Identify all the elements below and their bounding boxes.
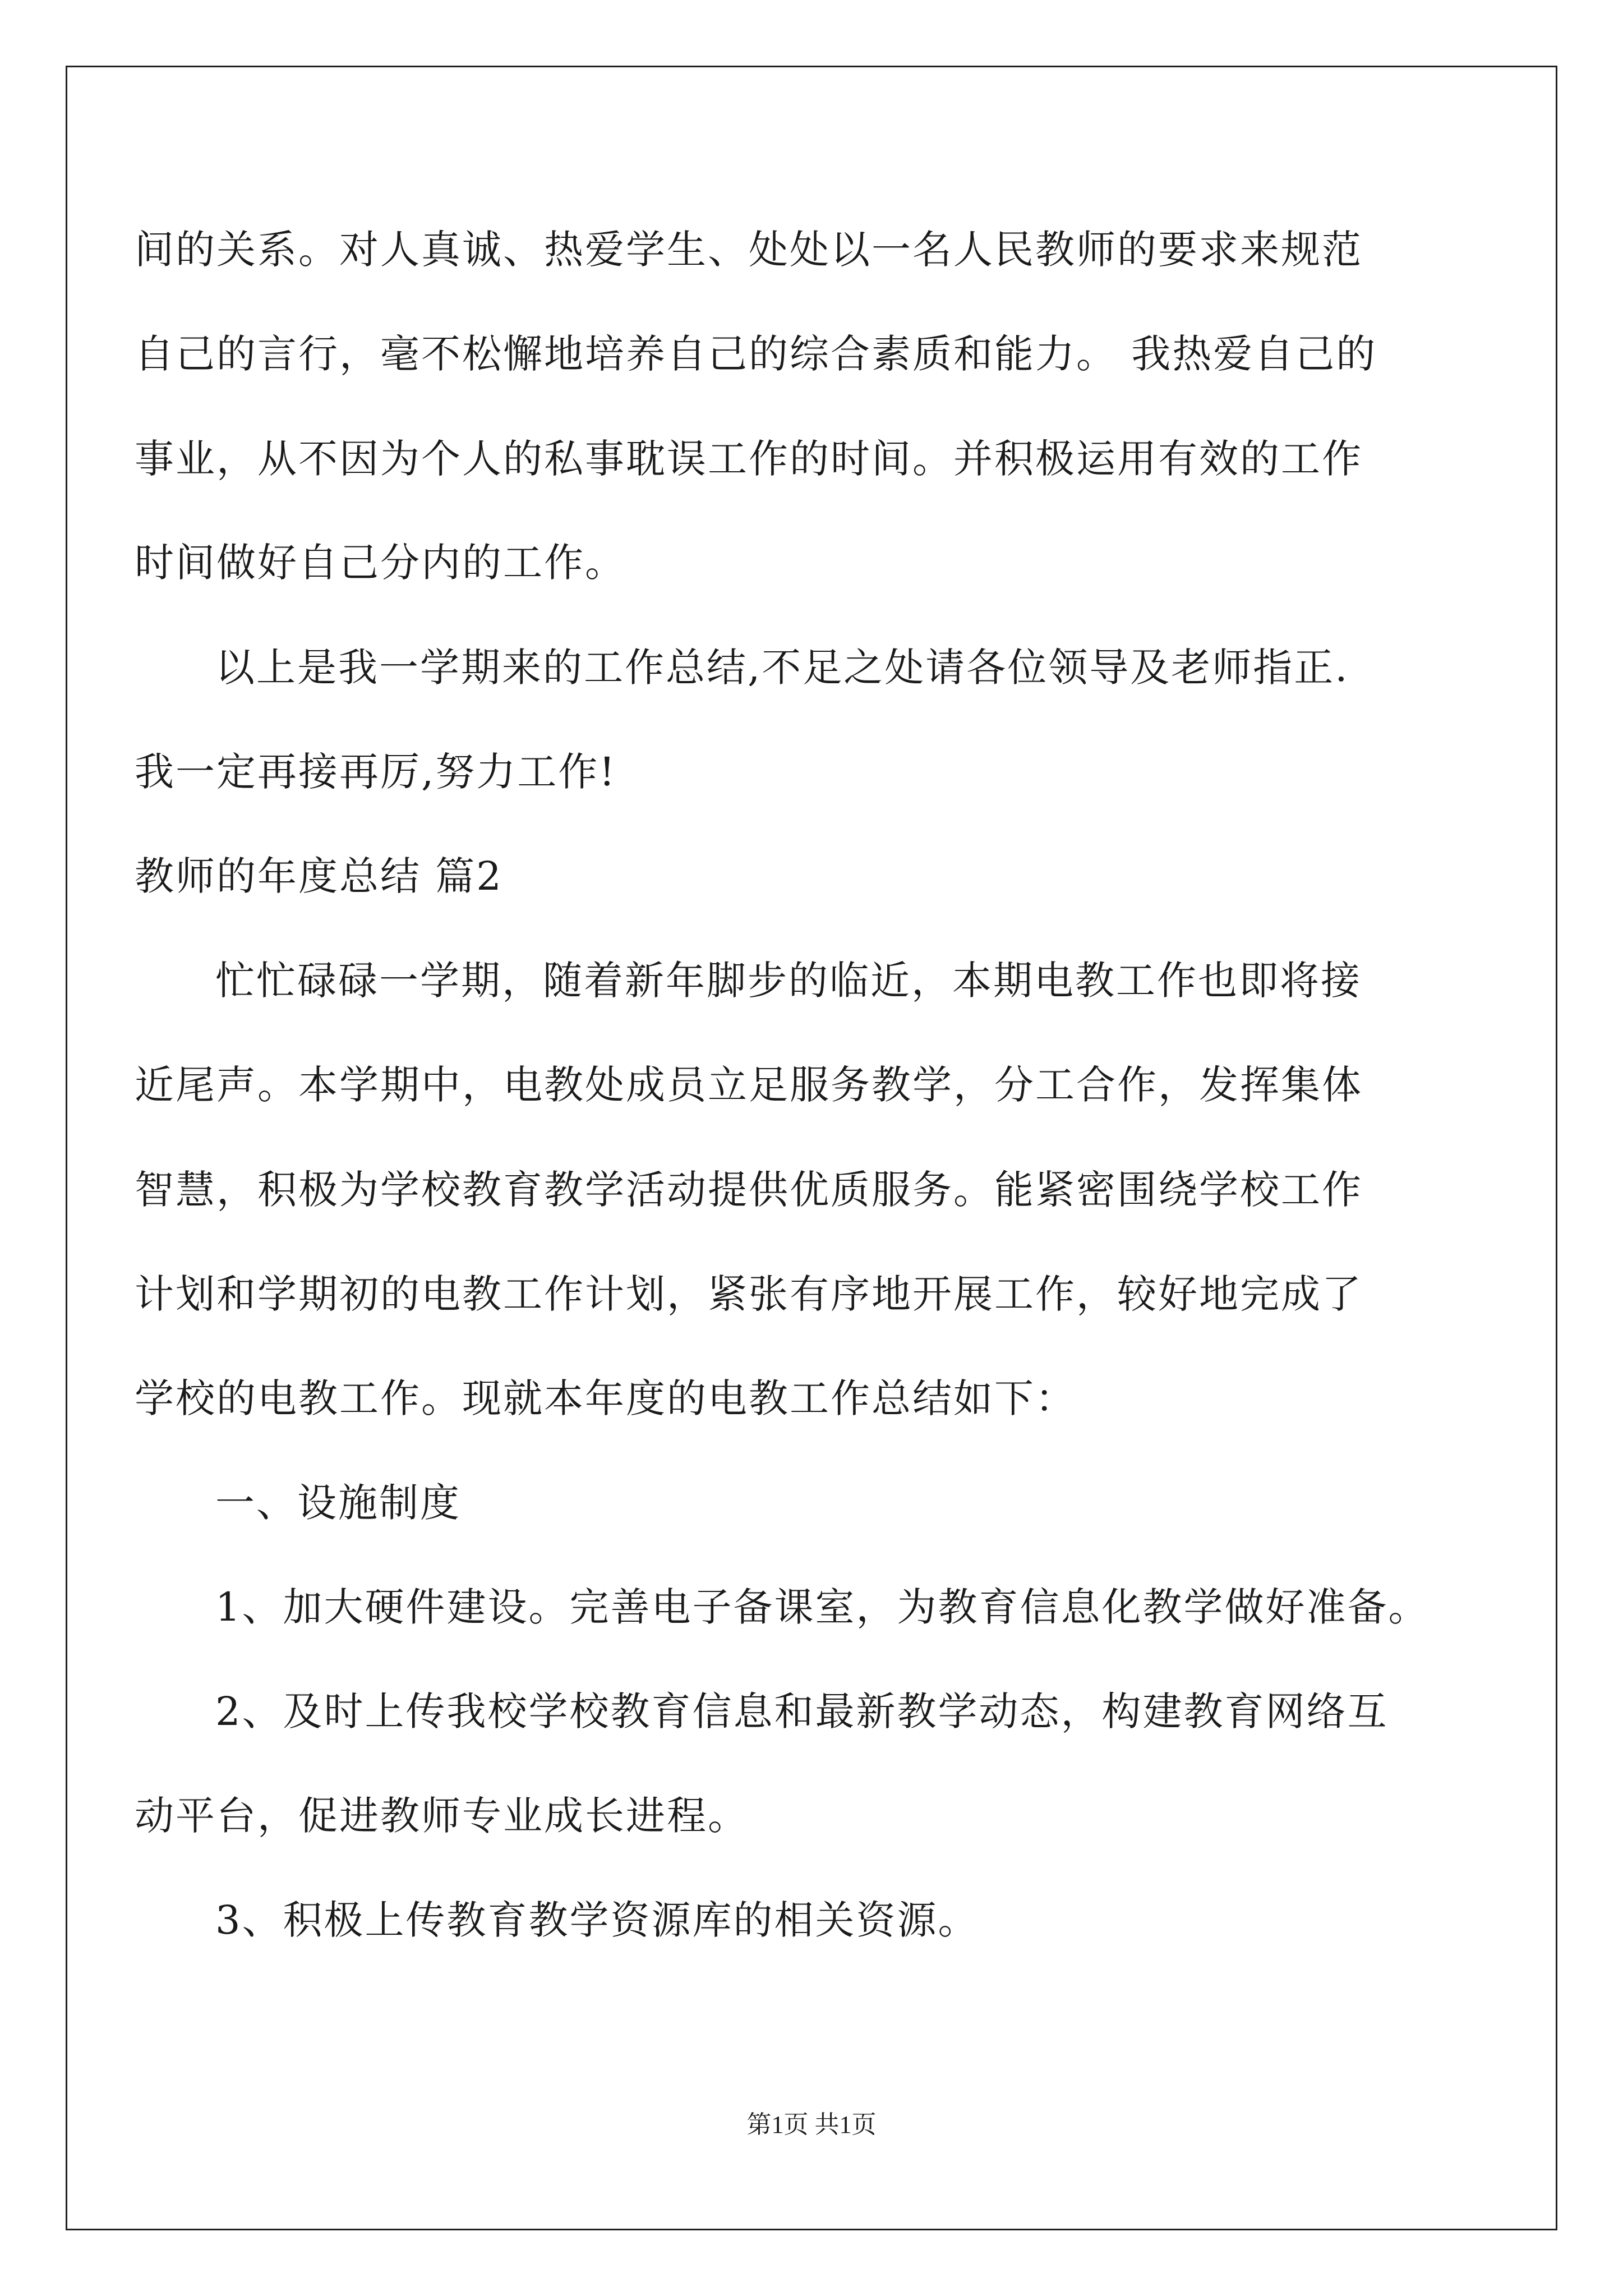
paragraph-1-line-4: 时间做好自己分内的工作。	[135, 540, 626, 586]
subheading-facilities: 一、设施制度	[215, 1480, 461, 1526]
paragraph-3-line-5: 学校的电教工作。现就本年度的电教工作总结如下：	[135, 1375, 1076, 1421]
paragraph-2-line-1: 以上是我一学期来的工作总结,不足之处请各位领导及老师指正.	[215, 645, 1349, 691]
paragraph-3-line-1: 忙忙碌碌一学期，随着新年脚步的临近，本期电教工作也即将接	[215, 958, 1362, 1004]
paragraph-3-line-3: 智慧，积极为学校教育教学活动提供优质服务。能紧密围绕学校工作	[135, 1167, 1363, 1213]
page-footer: 第1页 共1页	[746, 2111, 877, 2138]
list-item-2-line-1: 2、及时上传我校学校教育信息和最新教学动态，构建教育网络互	[215, 1688, 1389, 1734]
paragraph-1-line-3: 事业，从不因为个人的私事耽误工作的时间。并积极运用有效的工作	[135, 436, 1363, 482]
paragraph-3-line-4: 计划和学期初的电教工作计划，紧张有序地开展工作，较好地完成了	[135, 1271, 1363, 1317]
paragraph-1-line-2: 自己的言行，毫不松懈地培养自己的综合素质和能力。 我热爱自己的	[135, 331, 1377, 377]
paragraph-2-line-2: 我一定再接再厉,努力工作!	[135, 749, 617, 795]
list-item-3: 3、积极上传教育教学资源库的相关资源。	[215, 1897, 979, 1943]
list-item-1: 1、加大硬件建设。完善电子备课室，为教育信息化教学做好准备。	[215, 1584, 1430, 1630]
paragraph-3-line-2: 近尾声。本学期中，电教处成员立足服务教学，分工合作，发挥集体	[135, 1062, 1363, 1108]
list-item-2-line-2: 动平台，促进教师专业成长进程。	[135, 1793, 749, 1839]
section-heading: 教师的年度总结 篇2	[135, 853, 503, 899]
paragraph-1-line-1: 间的关系。对人真诚、热爱学生、处处以一名人民教师的要求来规范	[135, 227, 1363, 273]
